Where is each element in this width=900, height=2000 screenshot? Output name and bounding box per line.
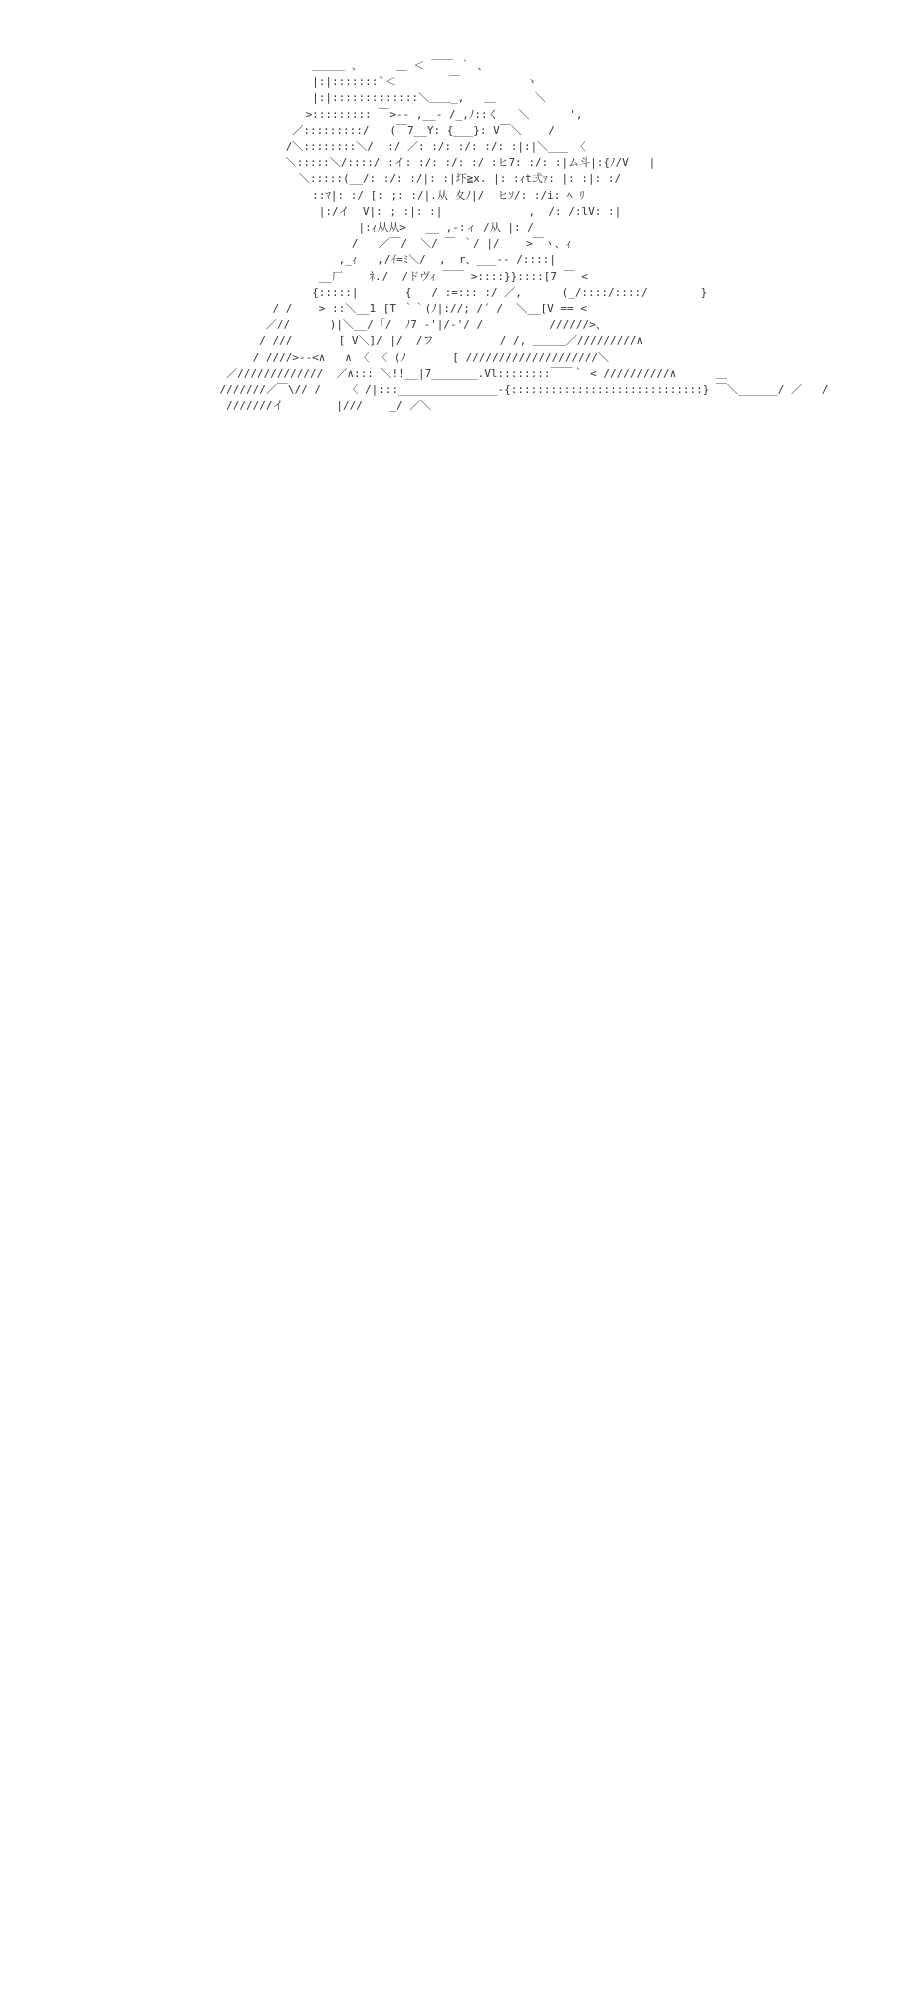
ascii-art-remilia: ＿＿＿ 、 ＿ ＜ ￣￣ ｀ 、 |:|:::::::`＜ ￣ ヽ |:|:::::::::::::＼＿＿_, ＿ ＼ >::::::::: ￣>‐- ,__- /_,ﾉ::く ＼ ', ／:::::::::/ (￣7__Y: {___}: V￣＼ / /＼::::::::＼/ :/ ／: :/: :/: :/: :|:|＼___ 〈 ＼:::::＼/::::/ :イ: :/: :/: :/ :ヒ7: :/: :|ム斗|:{ﾉ/V | ＼:::::(__/: :/: :/|: :|圷≧x. |: :ｨt弍ｧ: |: :|: :/ ::ﾏ|: :/ [: ;: :/|.从 夊ﾉ|/ ヒｿ/: :/i: ﾍ ﾘ |:/イ V|: ; :|: :| , /: /:lV: :| |:ｨ从从> __ ,‐:ィ /从 |: / / ／￣/ ＼/ ￣ ｀/ |/ >￣ヽ、ｨ ,_ｨ ,/ｲ=ﾐ＼/ , r、___-‐ /::::| __厂 ﾈ./ /ドヴｨ ￣￣ >::::}}::::[7 ￣ < {:::::| { / :=::: :/ ／, (_/::::/::::/ } / / > ::＼__1 [T ｀｀(ﾉ|://; /´ / ＼__[V == < ／// )|＼__/「/ ﾉ7 ‐'|/-'/ / //////>、 / /// [ V＼]/ |/ /フ / /, ＿＿＿／/////////∧ / ////>‐‐<∧ ∧ 〈 〈 (ﾉ [ ////////////////////＼ ／///////////// ／∧::: ＼!!__|7_______.Vl::::::::￣￣｀ < //////////∧ ＿ ///////／￣\// / 〈 /|:::_______________-{:::::::::::::::::::::::::::::} ￣＼______/ ／ / ///////イ |/// _/ ／＼ <box>219 59 829 413</box>
